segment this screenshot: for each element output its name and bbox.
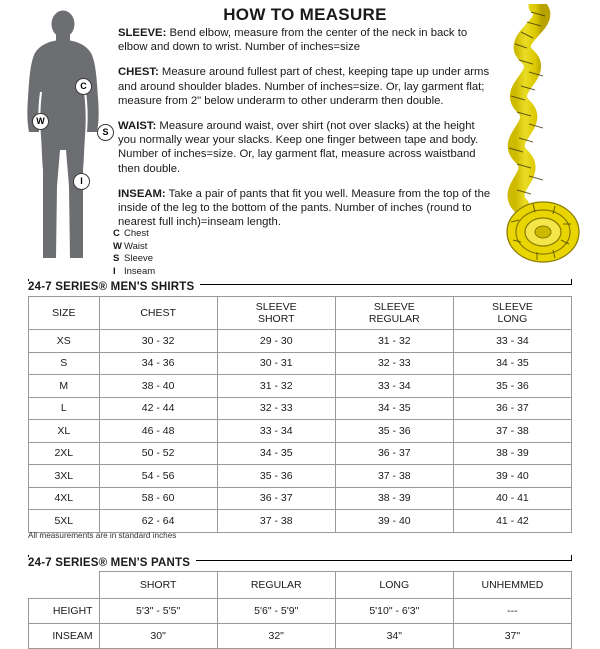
col-long: LONG [335, 572, 453, 599]
cell-size: M [29, 375, 100, 398]
cell-sleeve-long: 37 - 38 [453, 420, 571, 443]
cell-size: XL [29, 420, 100, 443]
col-sleeve-long: SLEEVE LONG [453, 297, 571, 330]
col-sleeve-short: SLEEVE SHORT [217, 297, 335, 330]
legend-label-sleeve: Sleeve [124, 253, 154, 264]
instruction-inseam [118, 187, 493, 230]
table-row [29, 465, 572, 488]
row-label-inseam: INSEAM [29, 624, 100, 649]
cell-height-unhemmed: --- [453, 599, 571, 624]
cell-sleeve-short: 35 - 36 [217, 465, 335, 488]
legend-item-sleeve [113, 253, 155, 266]
instruction-term-inseam: INSEAM: [118, 187, 166, 200]
cell-inseam-unhemmed: 37" [453, 624, 571, 649]
col-sleeve-regular: SLEEVE REGULAR [335, 297, 453, 330]
cell-height-short: 5'3" - 5'5" [99, 599, 217, 624]
table-row [29, 330, 572, 353]
legend-item-waist [113, 241, 155, 254]
heading-rule-cap-right [571, 555, 572, 561]
table-header-row [29, 572, 572, 599]
cell-sleeve-short: 29 - 30 [217, 330, 335, 353]
cell-size: 2XL [29, 442, 100, 465]
col-size: SIZE [29, 297, 100, 330]
instruction-text-sleeve: Bend elbow, measure from the center of the neck in back to elbow and down to wrist. Number of inches=size [118, 27, 468, 54]
cell-sleeve-short: 31 - 32 [217, 375, 335, 398]
legend-key-waist: W [113, 240, 122, 252]
legend-label-waist: Waist [124, 240, 148, 252]
instruction-chest [118, 65, 493, 108]
cell-height-regular: 5'6" - 5'9" [217, 599, 335, 624]
table-row [29, 352, 572, 375]
instruction-text-waist: Measure around waist, over shirt (not over slacks) at the height you normally wear your slacks. Keep one finger between tape and body. Number of inches=size. Or, lay garment flat, measure across waistband then double. [118, 120, 479, 175]
cell-sleeve-long: 35 - 36 [453, 375, 571, 398]
instruction-text-chest: Measure around fullest part of chest, keeping tape up under arms and around shoulder blades. Number of inches=size. Or, lay garment flat; measure from 2" below underarm to other underarm then double. [118, 66, 490, 107]
cell-sleeve-regular: 33 - 34 [335, 375, 453, 398]
table-row [29, 599, 572, 624]
cell-sleeve-regular: 32 - 33 [335, 352, 453, 375]
cell-sleeve-long: 33 - 34 [453, 330, 571, 353]
pants-size-table [28, 571, 572, 649]
cell-size: XS [29, 330, 100, 353]
cell-chest: 30 - 32 [99, 330, 217, 353]
cell-sleeve-regular: 37 - 38 [335, 465, 453, 488]
col-blank [29, 572, 100, 599]
cell-sleeve-regular: 31 - 32 [335, 330, 453, 353]
legend-key-chest: C [113, 228, 120, 239]
cell-chest: 62 - 64 [99, 510, 217, 533]
shirts-heading-label: 24-7 SERIES® MEN'S SHIRTS [28, 281, 200, 293]
cell-height-long: 5'10" - 6'3" [335, 599, 453, 624]
cell-sleeve-long: 40 - 41 [453, 487, 571, 510]
cell-sleeve-regular: 35 - 36 [335, 420, 453, 443]
legend-label-inseam: Inseam [124, 265, 156, 277]
waist-marker: W [32, 113, 49, 130]
tape-measure-illustration [497, 4, 597, 272]
cell-size: 5XL [29, 510, 100, 533]
cell-sleeve-short: 36 - 37 [217, 487, 335, 510]
pants-section-heading [28, 553, 572, 567]
legend-label-chest: Chest [124, 228, 149, 239]
cell-sleeve-regular: 38 - 39 [335, 487, 453, 510]
cell-chest: 38 - 40 [99, 375, 217, 398]
cell-size: 3XL [29, 465, 100, 488]
pants-heading-label: 24-7 SERIES® MEN'S PANTS [28, 557, 196, 569]
table-row [29, 510, 572, 533]
chest-marker: C [75, 78, 92, 95]
cell-size: 4XL [29, 487, 100, 510]
inseam-marker: I [73, 173, 90, 190]
cell-sleeve-short: 34 - 35 [217, 442, 335, 465]
table-row [29, 487, 572, 510]
cell-sleeve-short: 33 - 34 [217, 420, 335, 443]
cell-sleeve-short: 30 - 31 [217, 352, 335, 375]
cell-sleeve-long: 36 - 37 [453, 397, 571, 420]
table-row [29, 442, 572, 465]
instruction-term-waist: WAIST: [118, 120, 157, 133]
cell-sleeve-regular: 34 - 35 [335, 397, 453, 420]
measurement-instructions [118, 26, 493, 240]
instruction-term-sleeve: SLEEVE: [118, 27, 167, 39]
col-unhemmed: UNHEMMED [453, 572, 571, 599]
cell-sleeve-long: 39 - 40 [453, 465, 571, 488]
instruction-waist [118, 119, 493, 176]
col-chest: CHEST [99, 297, 217, 330]
cell-sleeve-regular: 36 - 37 [335, 442, 453, 465]
cell-chest: 46 - 48 [99, 420, 217, 443]
cell-chest: 42 - 44 [99, 397, 217, 420]
col-regular: REGULAR [217, 572, 335, 599]
cell-chest: 50 - 52 [99, 442, 217, 465]
legend-key-inseam: I [113, 265, 116, 277]
cell-size: S [29, 352, 100, 375]
instruction-term-chest: CHEST: [118, 66, 159, 79]
cell-sleeve-regular: 39 - 40 [335, 510, 453, 533]
cell-size: L [29, 397, 100, 420]
cell-sleeve-short: 37 - 38 [217, 510, 335, 533]
instruction-text-inseam: Take a pair of pants that fit you well. Measure from the top of the inside of the leg to the bottom of the pants. Number of inches (round to nearest full inch)=inseam length. [118, 187, 491, 229]
table-row [29, 624, 572, 649]
heading-rule-cap-right [571, 279, 572, 285]
table-row [29, 397, 572, 420]
cell-chest: 54 - 56 [99, 465, 217, 488]
cell-sleeve-long: 38 - 39 [453, 442, 571, 465]
cell-sleeve-long: 41 - 42 [453, 510, 571, 533]
shirts-section-heading [28, 277, 572, 291]
cell-inseam-regular: 32" [217, 624, 335, 649]
instruction-sleeve [118, 26, 493, 54]
cell-inseam-long: 34" [335, 624, 453, 649]
body-figure [8, 10, 118, 262]
cell-sleeve-short: 32 - 33 [217, 397, 335, 420]
table-row [29, 375, 572, 398]
shirts-size-table [28, 296, 572, 533]
cell-sleeve-long: 34 - 35 [453, 352, 571, 375]
cell-chest: 34 - 36 [99, 352, 217, 375]
measurement-note: All measurements are in standard inches [28, 531, 177, 540]
sleeve-marker: S [97, 124, 114, 141]
col-short: SHORT [99, 572, 217, 599]
table-row [29, 420, 572, 443]
cell-inseam-short: 30" [99, 624, 217, 649]
page-title: HOW TO MEASURE [223, 5, 387, 24]
row-label-height: HEIGHT [29, 599, 100, 624]
table-header-row [29, 297, 572, 330]
cell-chest: 58 - 60 [99, 487, 217, 510]
legend-key-sleeve: S [113, 253, 120, 264]
